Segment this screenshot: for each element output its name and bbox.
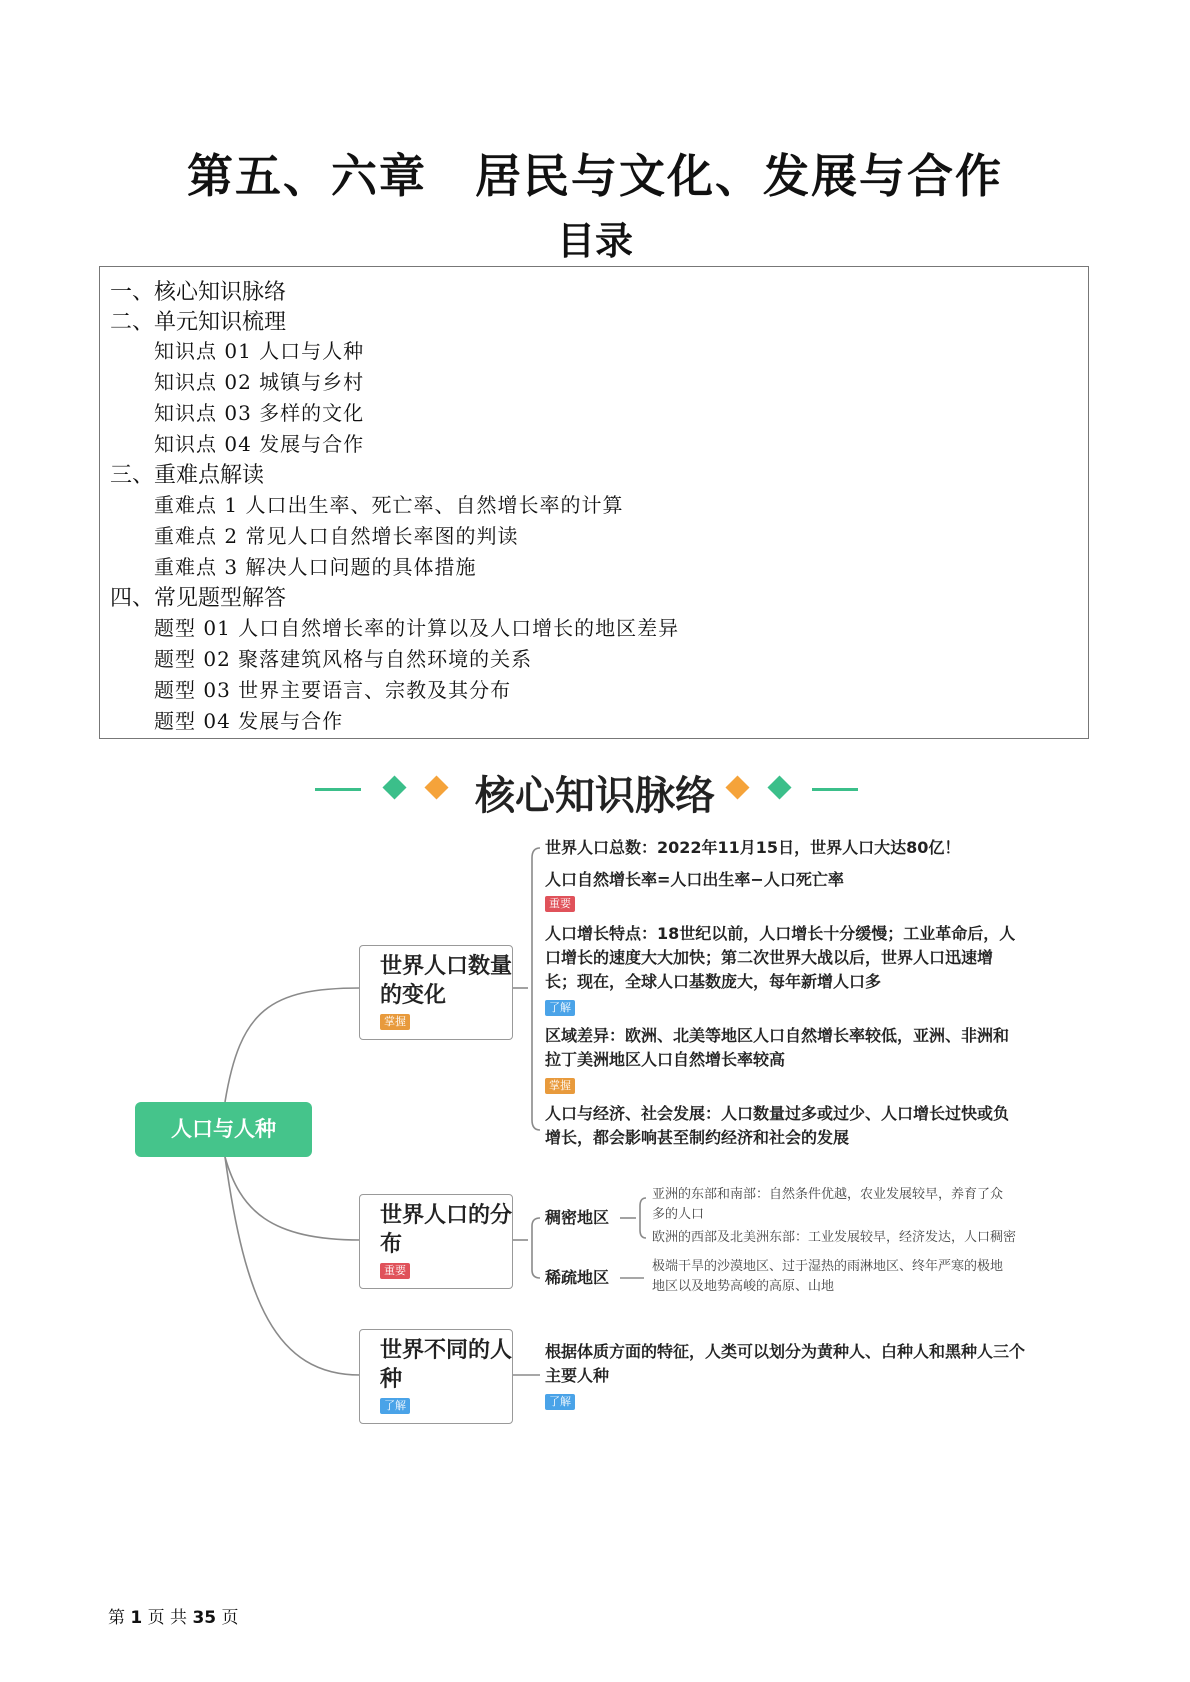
race-leaf-line2: 主要人种 [545,1366,610,1385]
tag-important: 重要 [545,896,575,912]
footer-middle: 页 共 [142,1608,193,1628]
leaf-regional-difference-line2: 拉丁美洲地区人口自然增长率较高 [545,1050,786,1069]
tag-understand: 了解 [545,1394,575,1410]
toc-entry[interactable]: 题型 02 聚落建筑风格与自然环境的关系 [154,647,533,671]
toc-entry[interactable]: 知识点 02 城镇与乡村 [154,370,365,394]
leaf-regional-difference-line1: 区域差异：欧洲、北美等地区人口自然增长率较低，亚洲、非洲和 [545,1026,1010,1045]
toc-heading: 目录 [556,218,633,263]
bracket-dense [640,1198,646,1238]
toc-entry[interactable]: 题型 01 人口自然增长率的计算以及人口增长的地区差异 [154,616,680,640]
toc-entry[interactable]: 重难点 2 常见人口自然增长率图的判读 [154,524,519,548]
leaf-growth-feature-line1: 人口增长特点：18世纪以前，人口增长十分缓慢；工业革命后，人 [545,924,1016,943]
root-node: 人口与人种 [135,1102,312,1157]
leaf-economy-line1: 人口与经济、社会发展：人口数量过多或过少、人口增长过快或负 [545,1104,1010,1123]
branch-title: 世界不同的人种 [380,1338,513,1392]
dense-region-label: 稠密地区 [545,1208,610,1227]
footer-page-number: 1 [130,1608,143,1628]
banner-green-diamond-icon [767,775,791,799]
toc-section[interactable]: 四、常见题型解答 [110,586,287,611]
sparse-line1: 极端干旱的沙漠地区、过于湿热的雨淋地区、终年严寒的极地 [652,1259,1004,1274]
banner-green-diamond-icon [382,775,406,799]
toc-section[interactable]: 二、单元知识梳理 [110,310,287,335]
toc-section[interactable]: 一、核心知识脉络 [110,280,287,305]
branch-title: 世界人口的分布 [380,1203,513,1257]
section-banner [0,760,1190,820]
connector-root-branch1 [225,988,360,1102]
toc-entry[interactable]: 知识点 03 多样的文化 [154,401,365,425]
page-footer [108,1603,239,1628]
toc-entry[interactable]: 题型 04 发展与合作 [154,709,344,733]
tag-understand: 了解 [545,1000,575,1016]
leaf-growth-feature-line2: 口增长的速度大大加快；第二次世界大战以后，世界人口迅速增 [545,948,994,967]
branch-title: 世界人口数量的变化 [380,954,513,1008]
banner-title: 核心知识脉络 [475,773,715,819]
sparse-region-label: 稀疏地区 [545,1268,610,1287]
dense-asia-line1: 亚洲的东部和南部：自然条件优越，农业发展较早，养育了众 [652,1187,1004,1202]
document-title: 第五、六章 居民与文化、发展与合作 [187,149,1003,203]
tag-master: 掌握 [545,1078,575,1094]
leaf-growth-feature-line3: 长；现在，全球人口基数庞大，每年新增人口多 [545,972,882,991]
tag-important: 重要 [380,1263,410,1279]
connector-root-branch2 [225,1157,360,1240]
toc-section[interactable]: 三、重难点解读 [110,463,265,488]
footer-prefix: 第 [108,1608,131,1628]
branch-population-distribution [359,1194,513,1289]
table-of-contents [99,266,1089,739]
toc-entry[interactable]: 重难点 1 人口出生率、死亡率、自然增长率的计算 [154,493,624,517]
leaf-economy-line2: 增长，都会影响甚至制约经济和社会的发展 [545,1128,850,1147]
mind-map [0,830,1190,1450]
dense-asia-line2: 多的人口 [652,1207,705,1222]
footer-suffix: 页 [216,1608,239,1628]
branch-population-change [359,945,513,1040]
footer-total-pages: 35 [192,1608,217,1628]
banner-left-dash [315,788,361,791]
tag-understand: 了解 [380,1398,410,1414]
toc-entry[interactable]: 题型 03 世界主要语言、宗教及其分布 [154,678,512,702]
bracket-branch1 [532,848,540,1130]
dense-europe-na: 欧洲的西部及北美洲东部：工业发展较早，经济发达，人口稠密 [652,1230,1017,1245]
bracket-branch2 [532,1218,540,1278]
banner-right-dash [812,788,858,791]
toc-entry[interactable]: 知识点 01 人口与人种 [154,339,365,363]
leaf-total-population: 世界人口总数：2022年11月15日，世界人口大达80亿！ [545,838,961,857]
toc-entry[interactable]: 知识点 04 发展与合作 [154,432,365,456]
leaf-growth-rate-formula: 人口自然增长率=人口出生率−人口死亡率 [545,870,844,889]
branch-human-races [359,1329,513,1424]
connector-root-branch3 [225,1157,360,1375]
toc-entry[interactable]: 重难点 3 解决人口问题的具体措施 [154,555,477,579]
race-leaf-line1: 根据体质方面的特征，人类可以划分为黄种人、白种人和黑种人三个 [545,1342,1026,1361]
tag-master: 掌握 [380,1014,410,1030]
sparse-line2: 地区以及地势高峻的高原、山地 [652,1279,835,1294]
